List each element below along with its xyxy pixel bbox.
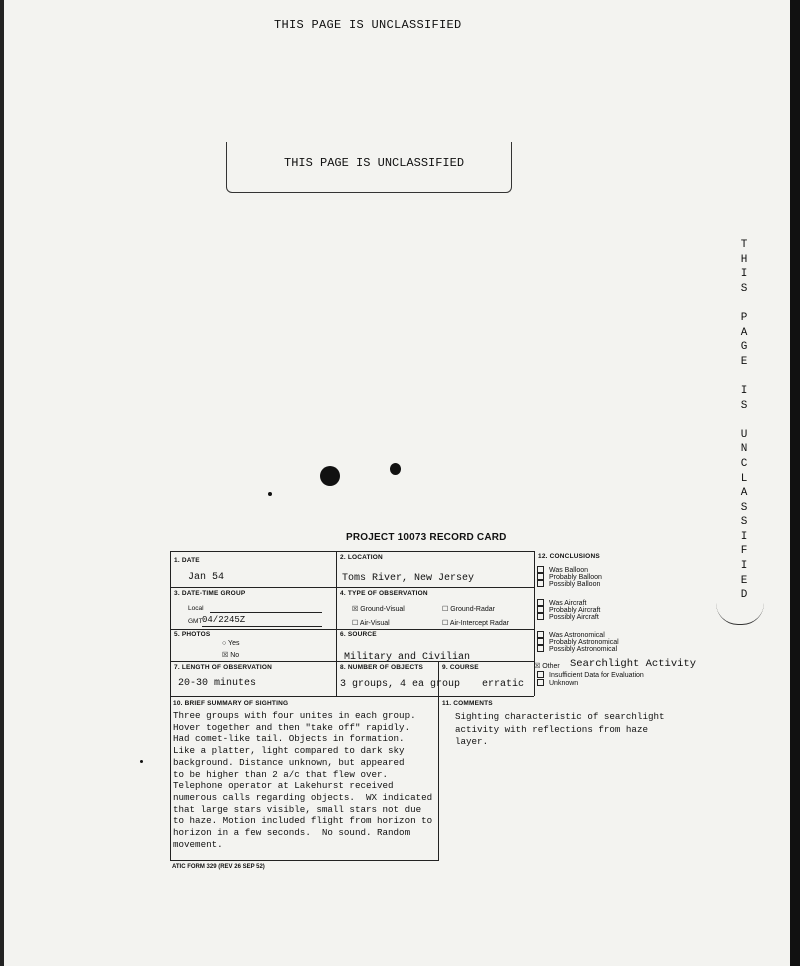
gmt-value: 04/2245Z xyxy=(202,615,246,625)
type-label: 4. TYPE OF OBSERVATION xyxy=(340,590,428,597)
length-label: 7. LENGTH OF OBSERVATION xyxy=(174,664,272,671)
course-label: 9. COURSE xyxy=(442,664,479,671)
conclusion-other-value: Searchlight Activity xyxy=(570,658,697,670)
conclusion-probably-balloon: Probably Balloon xyxy=(537,573,602,581)
local-label: Local xyxy=(188,605,204,612)
page-left-edge xyxy=(0,0,4,966)
type-ground-radar: ☐ Ground-Radar xyxy=(442,606,495,613)
conclusion-was-aircraft: Was Aircraft xyxy=(537,599,586,607)
comments-text: Sighting characteristic of searchlight activity with reflections from haze layer. xyxy=(455,711,665,747)
banner-unclassified: THIS PAGE IS UNCLASSIFIED xyxy=(284,156,465,170)
conclusion-probably-aircraft: Probably Aircraft xyxy=(537,606,600,614)
dtg-label: 3. DATE-TIME GROUP xyxy=(174,590,246,597)
ink-blot xyxy=(390,463,401,475)
number-label: 8. NUMBER OF OBJECTS xyxy=(340,664,424,671)
vertical-unclassified: T H I S P A G E I S U N C L A S S I F I E D xyxy=(740,239,748,602)
margin-bracket xyxy=(716,560,764,625)
type-air-visual: ☐ Air-Visual xyxy=(352,620,390,627)
conclusion-other: ☒ Other xyxy=(534,663,560,670)
record-card xyxy=(170,551,697,863)
conclusion-possibly-aircraft: Possibly Aircraft xyxy=(537,613,599,621)
type-ground-visual: ☒ Ground-Visual xyxy=(352,606,405,613)
comments-label: 11. COMMENTS xyxy=(442,700,493,707)
photos-no: ☒ No xyxy=(222,652,240,659)
conclusion-probably-astronomical: Probably Astronomical xyxy=(537,638,619,646)
location-value: Toms River, New Jersey xyxy=(342,573,475,584)
ink-blot xyxy=(320,466,340,486)
location-label: 2. LOCATION xyxy=(340,554,383,561)
conclusions-label: 12. CONCLUSIONS xyxy=(538,553,600,560)
date-label: 1. DATE xyxy=(174,557,200,564)
number-value: 3 groups, 4 ea group xyxy=(340,679,461,690)
photos-yes: ○ Yes xyxy=(222,640,240,647)
source-label: 6. SOURCE xyxy=(340,631,377,638)
ink-blot xyxy=(140,760,143,763)
gmt-label: GMT xyxy=(188,618,203,625)
card-title: PROJECT 10073 RECORD CARD xyxy=(346,532,507,543)
summary-label: 10. BRIEF SUMMARY OF SIGHTING xyxy=(173,700,289,707)
conclusion-unknown: Unknown xyxy=(537,679,578,687)
ink-blot xyxy=(268,492,272,496)
conclusion-was-astronomical: Was Astronomical xyxy=(537,631,605,639)
page-right-edge xyxy=(790,0,800,966)
conclusion-was-balloon: Was Balloon xyxy=(537,566,588,574)
conclusion-insufficient: Insufficient Data for Evaluation xyxy=(537,671,644,679)
form-number: ATIC FORM 329 (REV 26 SEP 52) xyxy=(172,864,265,870)
conclusion-possibly-astronomical: Possibly Astronomical xyxy=(537,645,617,653)
course-value: erratic xyxy=(482,679,525,690)
date-value: Jan 54 xyxy=(188,572,225,583)
summary-text: Three groups with four unites in each group. Hover together and then "take off" rapidly. Had comet-like tail. Objects in formation. Like a platter, light compared to dark sky background. Distance unknown, but appeared to be higher than 2 a/c that flew over. Telephone operator at Lakehurst received numerous calls regarding objects. WX indicated that large stars visible, small stars not due to haze. Motion included flight from horizon to horizon in a few seconds. No sound. Random movement. xyxy=(173,710,433,850)
header-unclassified: THIS PAGE IS UNCLASSIFIED xyxy=(274,18,462,32)
source-value: Military and Civilian xyxy=(344,652,471,663)
length-value: 20-30 minutes xyxy=(178,678,257,689)
photos-label: 5. PHOTOS xyxy=(174,631,211,638)
type-air-intercept-radar: ☐ Air-Intercept Radar xyxy=(442,620,509,627)
conclusion-possibly-balloon: Possibly Balloon xyxy=(537,580,600,588)
